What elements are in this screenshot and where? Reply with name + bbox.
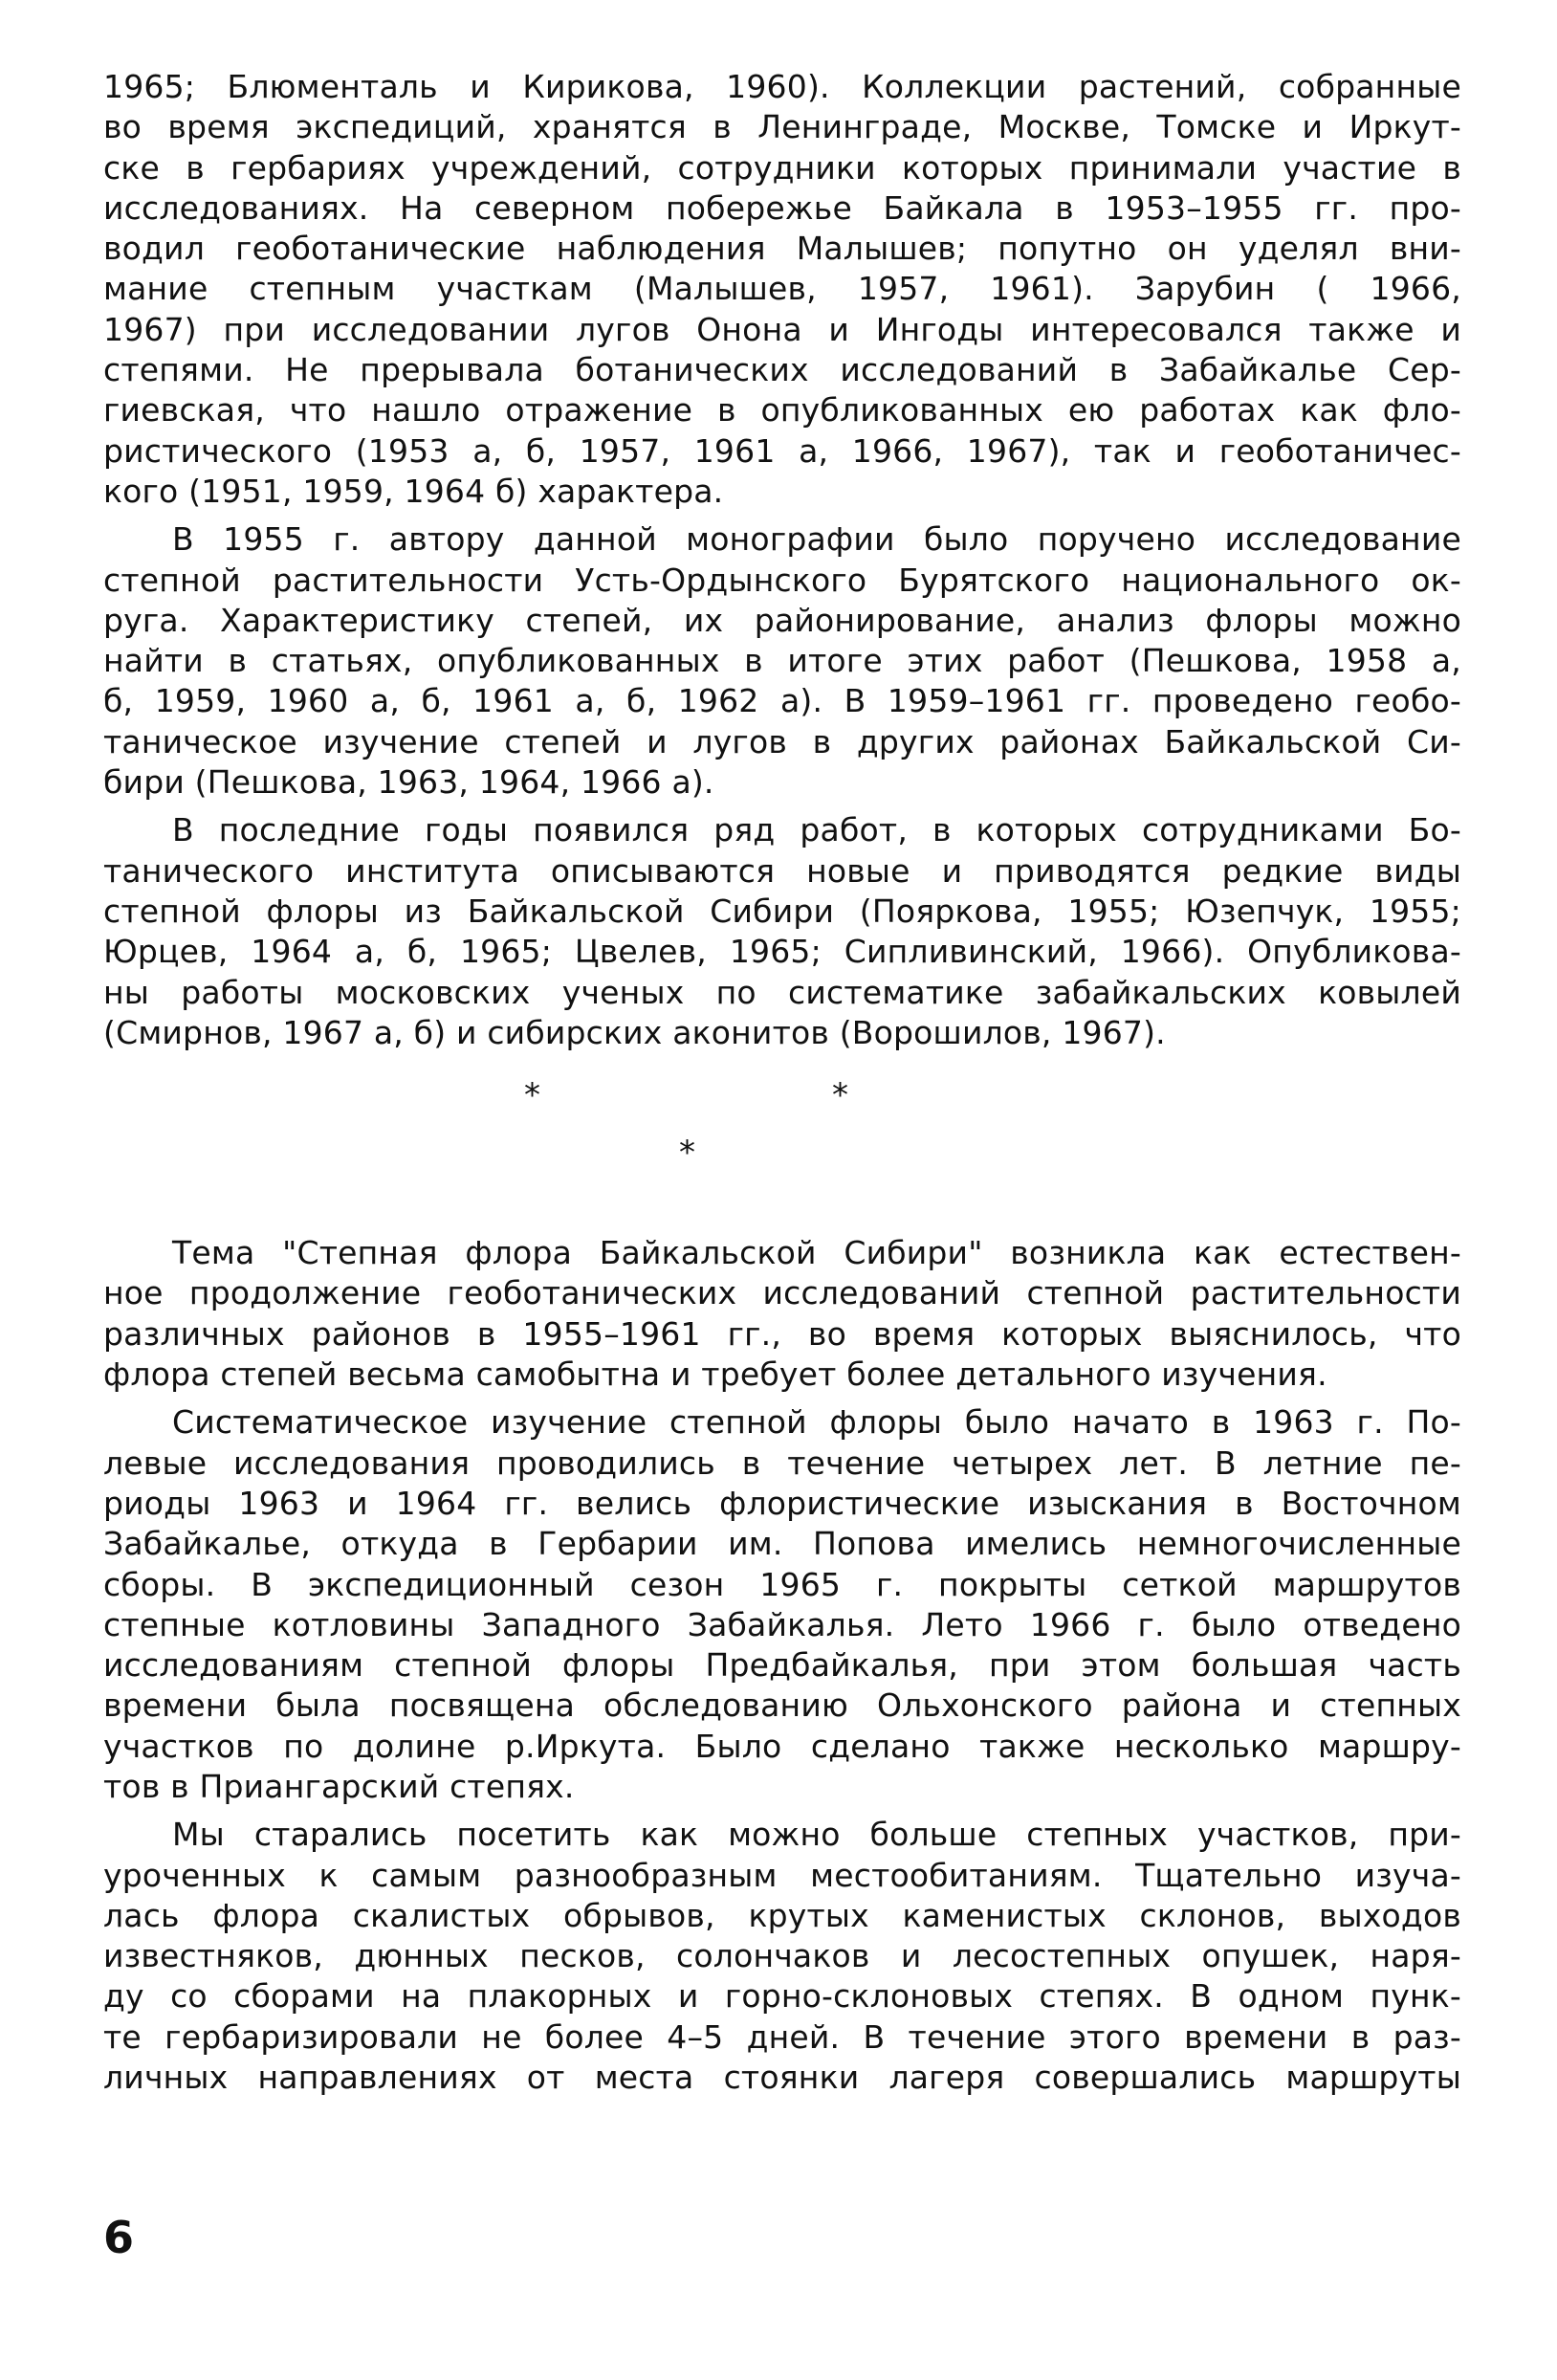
text-line: степной растительности Усть-Ордынского Бурятского национального ок- (103, 561, 1461, 599)
text-line: ске в гербариях учреждений, сотрудники которых принимали участие в (103, 148, 1461, 187)
text-line: исследованиях. На северном побережье Байкала в 1953–1955 гг. про- (103, 188, 1461, 227)
text-line: различных районов в 1955–1961 гг., во время которых выяснилось, что (103, 1314, 1461, 1353)
text-line: ны работы московских ученых по систематике забайкальских ковылей (103, 973, 1461, 1011)
text-line: 1965; Блюменталь и Кирикова, 1960). Коллекции растений, собранные (103, 68, 1461, 105)
paragraph-field-research (103, 1402, 1461, 1807)
page-body (103, 67, 1461, 2105)
separator-asterisk: * (832, 1076, 848, 1115)
paragraph-topic-origin (103, 1233, 1461, 1395)
separator-asterisk: * (524, 1076, 540, 1115)
text-line: Юрцев, 1964 а, б, 1965; Цвелев, 1965; Сипливинский, 1966). Опубликова- (103, 933, 1461, 971)
text-line: таническое изучение степей и лугов в других районах Байкальской Си- (103, 722, 1461, 760)
page-number: 6 (103, 2212, 135, 2263)
text-line: б, 1959, 1960 а, б, 1961 а, б, 1962 а). В 1959–1961 гг. проведено геобо- (103, 682, 1461, 720)
text-line: те гербаризировали не более 4–5 дней. В течение этого времени в раз- (103, 2017, 1461, 2056)
text-line: тов в Приангарский степях. (103, 1767, 575, 1805)
text-line: В 1955 г. автору данной монографии было поручено исследование (172, 520, 1461, 559)
text-line: 1967) при исследовании лугов Онона и Ингоды интересовался также и (103, 310, 1461, 348)
text-line: водил геоботанические наблюдения Малышев; попутно он уделял вни- (103, 230, 1461, 268)
text-line: исследованиям степной флоры Предбайкалья, при этом большая часть (103, 1646, 1461, 1685)
text-line: В последние годы появился ряд работ, в которых сотрудниками Бо- (172, 811, 1461, 849)
text-line: степной флоры из Байкальской Сибири (Пояркова, 1955; Юзепчук, 1955; (103, 892, 1461, 930)
text-line: участков по долине р.Иркута. Было сделано также несколько маршру- (103, 1727, 1461, 1765)
text-line: мание степным участкам (Малышев, 1957, 1961). Зарубин ( 1966, (103, 270, 1461, 308)
text-line: кого (1951, 1959, 1964 б) характера. (103, 472, 724, 510)
text-line: ду со сборами на плакорных и горно-склоновых степях. В одном пунк- (103, 1977, 1461, 2016)
text-line: ристического (1953 а, б, 1957, 1961 а, 1966, 1967), так и геоботаничес- (103, 431, 1461, 470)
text-line: сборы. В экспедиционный сезон 1965 г. покрыты сеткой маршрутов (103, 1565, 1461, 1603)
text-line: Систематическое изучение степной флоры было начато в 1963 г. По- (172, 1403, 1461, 1442)
text-line: личных направлениях от места стоянки лагеря совершались маршруты (103, 2059, 1461, 2097)
text-line: флора степей весьма самобытна и требует более детального изучения. (103, 1355, 1327, 1394)
text-line: риоды 1963 и 1964 гг. велись флористические изыскания в Восточном (103, 1484, 1461, 1522)
text-line: гиевская, что нашло отражение в опубликованных ею работах как фло- (103, 391, 1461, 430)
text-line: (Смирнов, 1967 а, б) и сибирских аконитов (Ворошилов, 1967). (103, 1013, 1166, 1051)
text-line: лась флора скалистых обрывов, крутых каменистых склонов, выходов (103, 1896, 1461, 1934)
paragraph-literature-review-3 (103, 810, 1461, 1053)
text-line: ное продолжение геоботанических исследований степной растительности (103, 1274, 1461, 1312)
text-line: Мы старались посетить как можно больше степных участков, при- (172, 1816, 1461, 1854)
text-line: степями. Не прерывала ботанических исследований в Забайкалье Сер- (103, 351, 1461, 389)
text-line: во время экспедиций, хранятся в Ленинграде, Москве, Томске и Иркут- (103, 108, 1461, 146)
text-line: степные котловины Западного Забайкалья. Лето 1966 г. было отведено (103, 1605, 1461, 1643)
paragraph-literature-review-2 (103, 519, 1461, 803)
text-line: Забайкалье, откуда в Гербарии им. Попова имелись немногочисленные (103, 1525, 1461, 1563)
text-line: руга. Характеристику степей, их районирование, анализ флоры можно (103, 601, 1461, 639)
text-line: бири (Пешкова, 1963, 1964, 1966 а). (103, 763, 714, 802)
text-line: танического института описываются новые и приводятся редкие виды (103, 851, 1461, 890)
paragraph-literature-review-1 (103, 67, 1461, 512)
text-line: уроченных к самым разнообразным местообитаниям. Тщательно изуча- (103, 1856, 1461, 1894)
text-line: найти в статьях, опубликованных в итоге этих работ (Пешкова, 1958 а, (103, 642, 1461, 680)
text-line: левые исследования проводились в течение четырех лет. В летние пе- (103, 1443, 1461, 1482)
section-separator (103, 1061, 1461, 1233)
text-line: известняков, дюнных песков, солончаков и лесостепных опушек, наря- (103, 1937, 1461, 1975)
text-line: времени была посвящена обследованию Ольхонского района и степных (103, 1686, 1461, 1725)
text-line: Тема "Степная флора Байкальской Сибири" возникла как естествен- (172, 1234, 1461, 1272)
paragraph-methods (103, 1815, 1461, 2098)
separator-asterisk: * (679, 1134, 695, 1173)
